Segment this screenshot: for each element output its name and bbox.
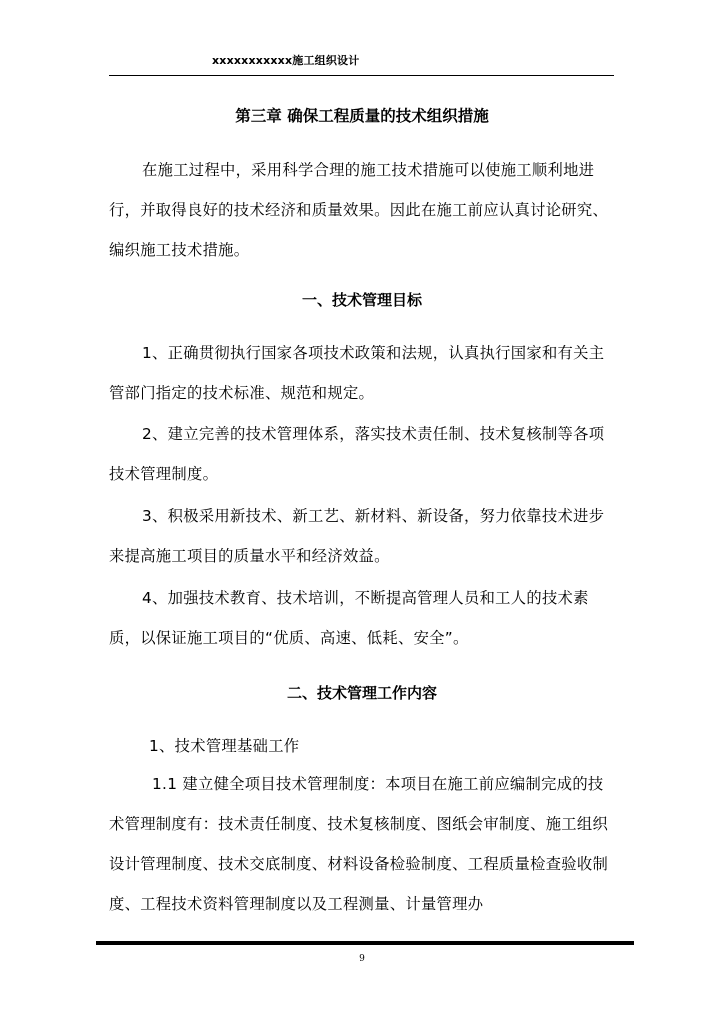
- document-header-title: xxxxxxxxxxx施工组织设计: [212, 54, 360, 67]
- goal-item-1: 1、正确贯彻执行国家各项技术政策和法规，认真执行国家和有关主管部门指定的技术标准、规范和规定。: [109, 344, 605, 402]
- footer-divider: [96, 941, 634, 945]
- chapter-title: 第三章 确保工程质量的技术组织措施: [235, 107, 489, 125]
- goal-item-4: 4、加强技术教育、技术培训，不断提高管理人员和工人的技术素质，以保证施工项目的“优质、高速、低耗、安全”。: [109, 589, 589, 647]
- goal-item-3: 3、积极采用新技术、新工艺、新材料、新设备，努力依靠技术进步来提高施工项目的质量水平和经济效益。: [109, 507, 605, 565]
- section-title-goals: 一、技术管理目标: [301, 291, 422, 309]
- header-divider: [109, 75, 614, 76]
- intro-paragraph: 在施工过程中，采用科学合理的施工技术措施可以使施工顺利地进行，并取得良好的技术经济和质量效果。因此在施工前应认真讨论研究、编织施工技术措施。: [109, 161, 609, 259]
- page-number: 9: [359, 954, 365, 964]
- section-title-work-content: 二、技术管理工作内容: [286, 684, 437, 702]
- work-content-paragraph: 1.1 建立健全项目技术管理制度：本项目在施工前应编制完成的技术管理制度有：技术责任制度、技术复核制度、图纸会审制度、施工组织设计管理制度、技术交底制度、材料设备检验制度、工程质量检查验收制度、工程技术资料管理制度以及工程测量、计量管理办: [109, 775, 609, 913]
- sub-heading-basic-work: 1、技术管理基础工作: [149, 737, 300, 755]
- goal-item-2: 2、建立完善的技术管理体系，落实技术责任制、技术复核制等各项技术管理制度。: [109, 425, 605, 483]
